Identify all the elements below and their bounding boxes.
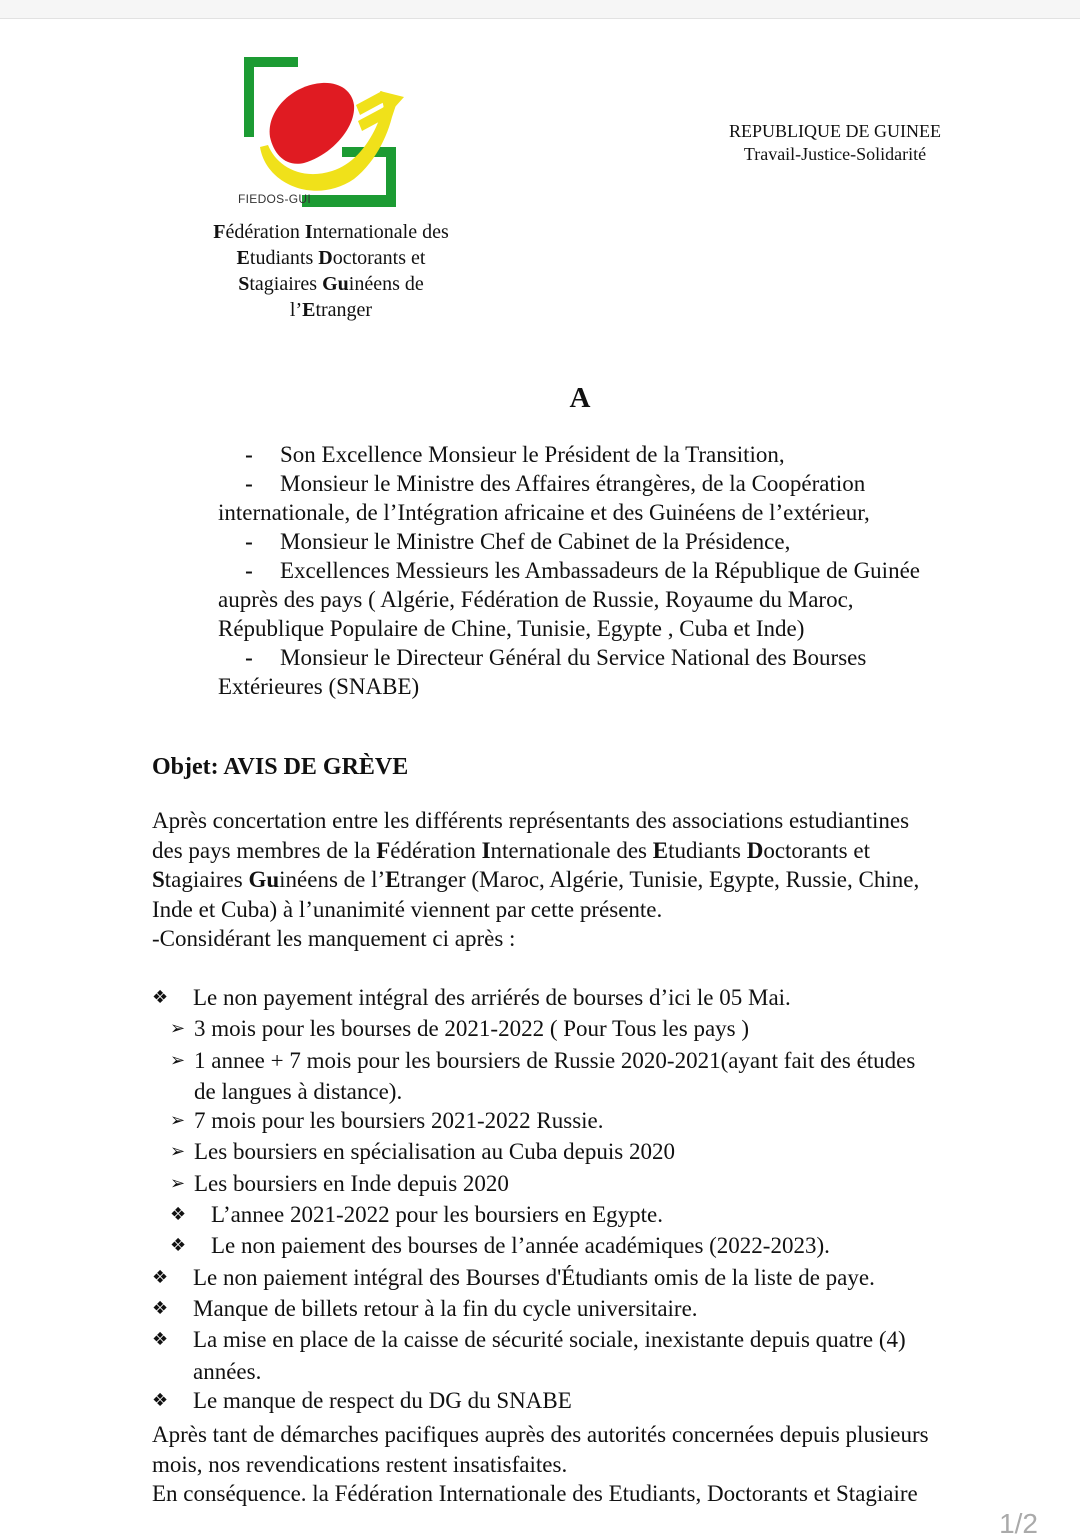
intro-paragraph [152, 806, 1032, 954]
text-run: S [238, 273, 250, 295]
recipient-line [218, 643, 1018, 672]
text-line: mois, nos revendications restent insatisfaites. [152, 1451, 568, 1477]
recipients-list [218, 440, 1018, 701]
diamond-bullet-icon: ❖ [152, 1329, 169, 1351]
text-run: octorants et [332, 247, 426, 269]
text-line: En conséquence. la Fédération Internationale des Etudiants, Doctorants et Stagiaire [152, 1481, 918, 1506]
arrow-bullet-icon: ➢ [170, 1018, 186, 1040]
grievance-list [152, 983, 1052, 1417]
dash-bullet-icon: - [245, 471, 253, 496]
text-run: F [376, 837, 391, 863]
text-run: tagiaires [164, 867, 249, 892]
list-item [152, 1200, 1052, 1231]
text-run: inéens de l’ [279, 867, 386, 892]
recipient-line [218, 672, 1018, 701]
list-item [152, 1106, 1052, 1137]
text-line [152, 836, 1032, 866]
dash-bullet-icon: - [245, 558, 253, 583]
list-item-text: Les boursiers en Inde depuis 2020 [194, 1170, 509, 1196]
diamond-bullet-icon: ❖ [152, 1266, 169, 1288]
text-line [152, 895, 1032, 925]
organization-name [190, 219, 472, 323]
diamond-bullet-icon: ❖ [170, 1204, 187, 1226]
recipient-text: internationale, de l’Intégration africaine et des Guinéens de l’extérieur, [218, 500, 870, 525]
text-run: tranger [315, 299, 373, 321]
list-item [152, 1357, 1052, 1386]
fiedos-gui-logo [236, 55, 404, 213]
arrow-bullet-icon: ➢ [170, 1141, 186, 1163]
recipient-line [218, 440, 1018, 469]
logo-caption: FIEDOS-GUI [238, 192, 312, 206]
diamond-bullet-icon: ❖ [152, 1389, 169, 1411]
text-run: E [302, 299, 316, 321]
text-line: Après tant de démarches pacifiques auprès des autorités concernées depuis plusieurs [152, 1422, 929, 1447]
recipient-line [218, 498, 1018, 527]
list-item [152, 1294, 1052, 1325]
text-line [152, 806, 1032, 836]
list-item-text: Le non paiement intégral des Bourses d'Étudiants omis de la liste de paye. [193, 1264, 875, 1290]
text-run: tudiants [668, 837, 747, 863]
text-line [190, 219, 472, 245]
list-item-text: La mise en place de la caisse de sécurité sociale, inexistante depuis quatre (4) [193, 1327, 906, 1353]
text-run: F [213, 221, 226, 243]
arrow-bullet-icon: ➢ [170, 1049, 186, 1071]
republic-motto: Travail-Justice-Solidarité [743, 144, 927, 164]
recipient-text: auprès des pays ( Algérie, Fédération de Russie, Royaume du Maroc, [218, 587, 854, 612]
text-run: E [652, 837, 669, 863]
list-item [152, 1014, 1052, 1045]
recipient-text: Monsieur le Directeur Général du Service National des Bourses [280, 645, 867, 670]
text-run: tranger (Maroc, Algérie, Tunisie, Egypte, Russie, Chine, [400, 867, 920, 892]
dash-bullet-icon: - [245, 645, 253, 670]
recipient-line [218, 556, 1018, 585]
list-item [152, 1137, 1052, 1168]
text-line [190, 271, 472, 297]
recipient-text: Monsieur le Ministre des Affaires étrangères, de la Coopération [280, 471, 866, 496]
list-item-text: L’annee 2021-2022 pour les boursiers en Egypte. [211, 1202, 664, 1228]
text-run: des pays membres de la [152, 837, 377, 863]
recipient-line [218, 585, 1018, 614]
list-item-text: Le manque de respect du DG du SNABE [193, 1387, 572, 1413]
list-item-text: de langues à distance). [194, 1078, 403, 1104]
text-run: nternationale des [312, 221, 449, 243]
diamond-bullet-icon: ❖ [152, 1297, 169, 1319]
recipient-line [218, 527, 1018, 556]
list-item [152, 1169, 1052, 1200]
list-item [152, 983, 1052, 1014]
text-run: édération [225, 221, 305, 243]
list-item [152, 1386, 1052, 1417]
recipient-text: Monsieur le Ministre Chef de Cabinet de la Présidence, [280, 529, 791, 554]
closing-paragraph [152, 1420, 1032, 1509]
address-to: A [569, 382, 591, 414]
text-run: D [746, 837, 764, 863]
list-item [152, 1325, 1052, 1356]
recipient-text: Son Excellence Monsieur le Président de la Transition, [280, 442, 785, 467]
text-run: E [236, 247, 250, 269]
arrow-bullet-icon: ➢ [170, 1172, 186, 1194]
text-run: I [304, 221, 313, 243]
text-run: Après concertation entre les différents représentants des associations estudiantines [152, 808, 910, 833]
list-item [152, 1077, 1052, 1106]
list-item-text: Le non payement intégral des arriérés de bourses d’ici le 05 Mai. [193, 985, 791, 1010]
text-run: Gu [248, 867, 280, 892]
list-item-text: Manque de billets retour à la fin du cycle universitaire. [193, 1295, 698, 1321]
page-indicator: 1/2 [999, 1508, 1038, 1539]
text-run: tagiaires [249, 273, 323, 295]
text-run: inéens de [348, 273, 424, 295]
viewer-top-bar [0, 0, 1080, 19]
list-item [152, 1231, 1052, 1262]
list-item [152, 1263, 1052, 1294]
recipient-text: Extérieures (SNABE) [218, 674, 420, 699]
arrow-bullet-icon: ➢ [170, 1110, 186, 1132]
recipient-text: Excellences Messieurs les Ambassadeurs de la République de Guinée [280, 558, 920, 583]
diamond-bullet-icon: ❖ [152, 987, 169, 1008]
text-run: l’ [289, 299, 303, 321]
subject-line: Objet: AVIS DE GRÈVE [152, 754, 409, 780]
text-run: octorants et [763, 837, 870, 863]
text-run: Inde et Cuba) à l’unanimité viennent par cette présente. [152, 896, 663, 922]
text-run: S [152, 867, 165, 892]
recipient-line [218, 614, 1018, 643]
list-item-text: Le non paiement des bourses de l’année académiques (2022-2023). [211, 1233, 830, 1259]
text-run: I [481, 837, 491, 863]
dash-bullet-icon: - [245, 442, 253, 467]
text-run: -Considérant les manquement ci après : [152, 926, 516, 951]
republic-heading [700, 120, 970, 166]
text-run: D [318, 247, 333, 269]
text-line [190, 245, 472, 271]
text-line [152, 924, 1032, 954]
recipient-text: République Populaire de Chine, Tunisie, Egypte , Cuba et Inde) [218, 616, 805, 641]
diamond-bullet-icon: ❖ [170, 1235, 187, 1257]
list-item-text: 1 annee + 7 mois pour les boursiers de Russie 2020-2021(ayant fait des études [194, 1047, 916, 1073]
list-item-text: 3 mois pour les bourses de 2021-2022 ( Pour Tous les pays ) [194, 1016, 750, 1042]
list-item-text: Les boursiers en spécialisation au Cuba depuis 2020 [194, 1139, 675, 1165]
text-run: Gu [322, 273, 349, 295]
list-item-text: années. [193, 1358, 262, 1384]
text-line [152, 865, 1032, 895]
republic-name: REPUBLIQUE DE GUINEE [729, 121, 941, 141]
text-run: E [385, 867, 401, 892]
recipient-line [218, 469, 1018, 498]
dash-bullet-icon: - [245, 529, 253, 554]
text-run: nternationale des [490, 837, 653, 863]
text-run: tudiants [249, 247, 319, 269]
text-run: édération [390, 837, 482, 863]
text-line [190, 297, 472, 323]
list-item-text: 7 mois pour les boursiers 2021-2022 Russie. [194, 1108, 604, 1134]
list-item [152, 1046, 1052, 1077]
